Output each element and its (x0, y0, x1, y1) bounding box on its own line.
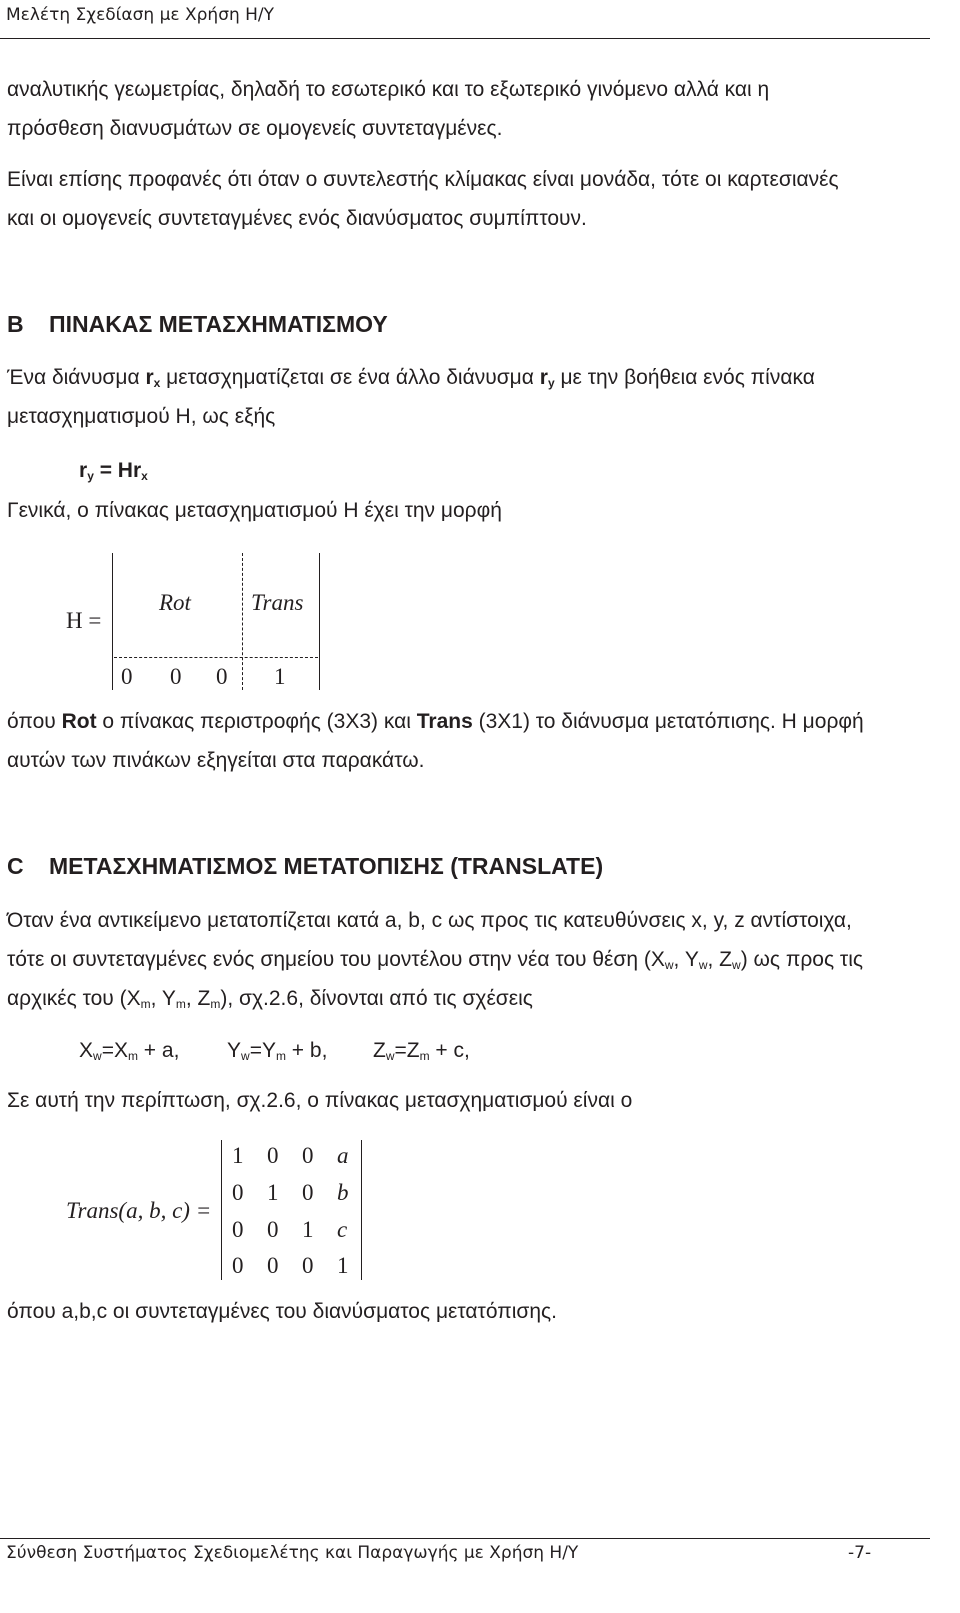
section-b-letter: B (7, 311, 24, 337)
intro-line-1: αναλυτικής γεωμετρίας, δηλαδή το εσωτερικό και το εξωτερικό γινόμενο αλλά και η (7, 78, 770, 101)
section-b-paragraph-2: Γενικά, ο πίνακας μετασχηματισμού Η έχει την μορφή (7, 499, 502, 522)
matrix-h-lhs: H = (66, 608, 102, 633)
matrix-trans-cell: c (337, 1217, 348, 1242)
equation-xw: $X_w=X_m + a$, (79, 1039, 180, 1063)
section-b-paragraph-3: όπου Rot ο πίνακας περιστροφής (3Χ3) και Trans (3Χ1) το διάνυσμα μετατόπισης. Η μορφή (7, 710, 864, 733)
matrix-trans-left-bar (221, 1140, 222, 1280)
section-c-paragraph-2: Σε αυτή την περίπτωση, σχ.2.6, ο πίνακας μετασχηματισμού είναι ο (7, 1089, 633, 1112)
matrix-trans-cell: 0 (302, 1143, 314, 1168)
matrix-trans-lhs: Trans(a, b, c) = (66, 1198, 212, 1223)
matrix-h-horizontal-divider (114, 657, 318, 658)
page-number: -7- (848, 1543, 872, 1563)
section-c-title: ΜΕΤΑΣΧΗΜΑΤΙΣΜΟΣ ΜΕΤΑΤΟΠΙΣΗΣ (TRANSLATE) (49, 853, 604, 879)
matrix-h-cell: 1 (274, 664, 286, 689)
section-c-paragraph-1-line-2: τότε οι συντεταγμένες ενός σημείου του μοντέλου στην νέα του θέση ($X_w$, $Y_w$, $Z_w$) ως προς τις (7, 948, 864, 972)
matrix-trans-cell: 0 (267, 1217, 279, 1242)
section-c-letter: C (7, 853, 24, 879)
matrix-trans-right-bar (361, 1140, 362, 1280)
intro-line-3: Είναι επίσης προφανές ότι όταν ο συντελεστής κλίμακας είναι μονάδα, τότε οι καρτεσιανές (7, 168, 839, 191)
matrix-h-cell: 0 (170, 664, 182, 689)
page-footer: Σύνθεση Συστήματος Σχεδιομελέτης και Παραγωγής με Χρήση Η/Υ (6, 1543, 579, 1563)
section-c-paragraph-3: όπου a,b,c οι συντεταγμένες του διανύσματος μετατόπισης. (7, 1300, 557, 1323)
equation-yw: $Y_w=Y_m + b$, (227, 1039, 328, 1063)
section-c-paragraph-1-line-3: αρχικές του ($X_m$, $Y_m$, $Z_m$), σχ.2.6, δίνονται από τις σχέσεις (7, 987, 533, 1011)
matrix-trans-cell: 0 (232, 1180, 244, 1205)
section-b-paragraph-1: Ένα διάνυσμα $r_x$ μετασχηματίζεται σε ένα άλλο διάνυσμα $r_y$ με την βοήθεια ενός πίνακα (7, 366, 815, 390)
footer-rule (0, 1538, 930, 1539)
equation-ry-hrx: $r_y = Hr_x$ (79, 459, 148, 483)
matrix-h-vertical-divider (242, 553, 243, 690)
matrix-trans-cell: 0 (302, 1180, 314, 1205)
intro-line-4: και οι ομογενείς συντεταγμένες ενός διανύσματος συμπίπτουν. (7, 207, 587, 230)
matrix-trans-cell: b (337, 1180, 349, 1205)
matrix-trans-cell: 0 (232, 1253, 244, 1278)
matrix-h-right-bar (319, 553, 320, 690)
section-b-paragraph-3-line-2: αυτών των πινάκων εξηγείται στα παρακάτω. (7, 749, 425, 772)
matrix-trans-cell: 1 (232, 1143, 244, 1168)
matrix-trans-cell: 0 (232, 1217, 244, 1242)
matrix-h-rot: Rot (159, 590, 191, 615)
matrix-trans-cell: 0 (267, 1143, 279, 1168)
matrix-trans-cell: 1 (337, 1253, 349, 1278)
section-c-paragraph-1: Όταν ένα αντικείμενο μετατοπίζεται κατά a, b, c ως προς τις κατευθύνσεις x, y, z αντίστοιχα, (7, 909, 852, 932)
section-b-title: ΠΙΝΑΚΑΣ ΜΕΤΑΣΧΗΜΑΤΙΣΜΟΥ (49, 311, 388, 337)
matrix-trans-cell: 1 (267, 1180, 279, 1205)
page-header: Μελέτη Σχεδίαση με Χρήση Η/Υ (6, 5, 275, 25)
matrix-trans-cell: a (337, 1143, 349, 1168)
equation-zw: $Z_w=Z_m + c$, (373, 1039, 470, 1063)
matrix-h-trans: Trans (251, 590, 304, 615)
header-rule (0, 38, 930, 39)
matrix-h-left-bar (112, 553, 113, 690)
intro-line-2: πρόσθεση διανυσμάτων σε ομογενείς συντεταγμένες. (7, 117, 503, 140)
matrix-trans-cell: 1 (302, 1217, 314, 1242)
matrix-h-cell: 0 (216, 664, 228, 689)
matrix-h-cell: 0 (121, 664, 133, 689)
matrix-trans-cell: 0 (302, 1253, 314, 1278)
section-b-paragraph-1-line-2: μετασχηματισμού Η, ως εξής (7, 405, 276, 428)
matrix-trans-cell: 0 (267, 1253, 279, 1278)
